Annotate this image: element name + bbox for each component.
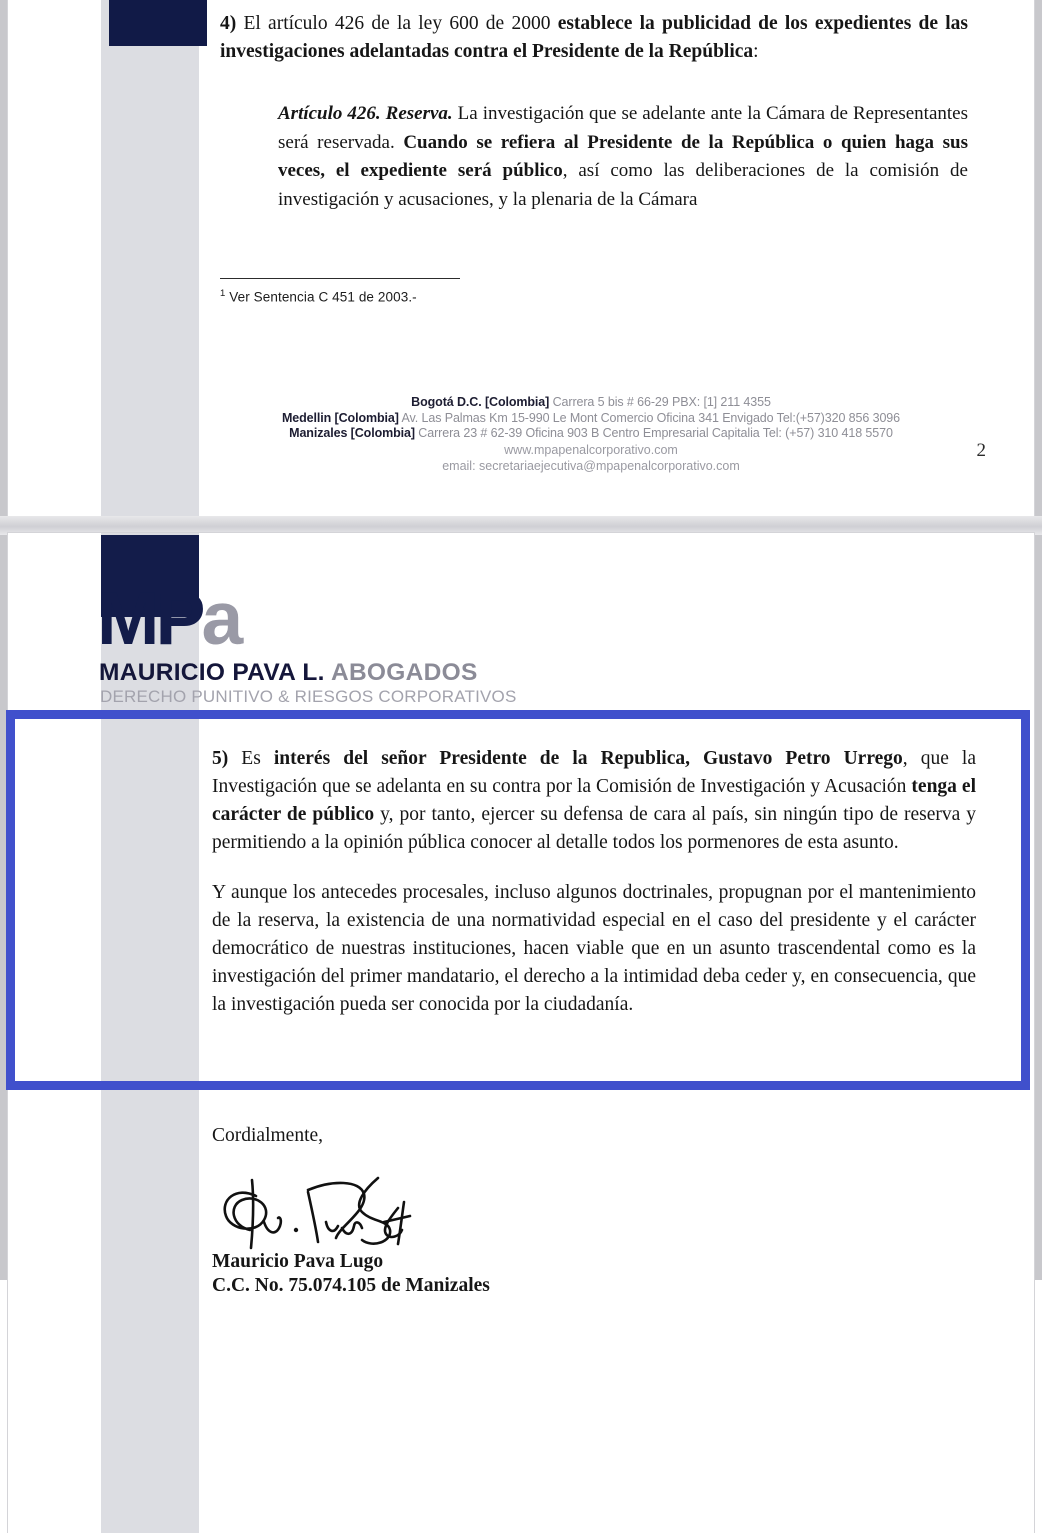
- paragraph-4-bold: establece la publicidad de los expedientes de las investigaciones adelantadas contra el Presidente de la República: [220, 13, 969, 62]
- footer-city: Medellin [Colombia]: [281, 410, 399, 425]
- paragraph-5-lead: Es: [228, 748, 274, 769]
- paragraph-5-tail: y, por tanto, ejercer su defensa de cara al país, sin ningún tipo de reserva y permitiendo a la opinión pública conocer al detalle todos los pormenores de esta asunto.: [212, 804, 976, 853]
- footer-address-line: [188, 426, 994, 442]
- quoted-article-part-2: , así como las deliberaciones de la comisión de investigación y acusaciones, y la plenaria de la Cámara: [278, 160, 968, 210]
- paragraph-4: [220, 10, 968, 66]
- paragraph-4-block: [220, 10, 968, 66]
- page-number: 2: [976, 440, 986, 461]
- footer-address-line: [188, 395, 994, 411]
- logo-letter-a: a: [201, 576, 240, 660]
- closing-block: [212, 1122, 976, 1297]
- footnote-divider: [220, 278, 460, 279]
- firm-tagline: DERECHO PUNITIVO & RIESGOS CORPORATIVOS: [100, 687, 517, 706]
- paragraph-5-bold-1: interés del señor Presidente de la Republica, Gustavo Petro Urrego: [273, 748, 903, 769]
- logo-letter-m: M: [97, 576, 156, 660]
- highlighted-text-block: [212, 745, 976, 1019]
- footer-city: Bogotá D.C. [Colombia]: [411, 395, 550, 409]
- page-side-band: [101, 0, 199, 520]
- footnote-block: [220, 278, 968, 305]
- quoted-article: [220, 100, 968, 214]
- footer-website[interactable]: www.mpapenalcorporativo.com: [504, 442, 678, 457]
- navy-block-page-1: [109, 0, 207, 46]
- paragraph-4-tail: :: [753, 41, 759, 62]
- signature-id: C.C. No. 75.074.105 de Manizales: [212, 1275, 490, 1296]
- footer-email[interactable]: email: secretariaejecutiva@mpapenalcorporativo.com: [442, 458, 740, 473]
- firm-name-secondary: ABOGADOS: [324, 659, 478, 686]
- signature-name: Mauricio Pava Lugo: [212, 1251, 384, 1272]
- page-1-footer: [188, 395, 994, 474]
- logo-mpa-text: [97, 576, 357, 660]
- footer-detail: Carrera 5 bis # 66-29 PBX: [1] 211 4355: [549, 395, 771, 409]
- quoted-article-bold: Cuando se refiera al Presidente de la República o quien haga sus veces, el expediente será público: [278, 131, 968, 181]
- firm-name-primary: MAURICIO PAVA L.: [99, 659, 325, 686]
- paragraph-5-mid: , que la Investigación que se adelanta en su contra por la Comisión de Investigación y Acusación: [212, 748, 977, 797]
- footnote-marker: 1: [220, 288, 226, 299]
- footer-detail: Carrera 23 # 62-39 Oficina 903 B Centro Empresarial Capitalia Tel: (+57) 310 418 5570: [414, 426, 893, 440]
- quoted-article-part-1: La investigación que se adelante ante la Cámara de Representantes será reservada.: [278, 103, 968, 153]
- quoted-article-title: Artículo 426. Reserva.: [278, 103, 453, 124]
- footnote-text: [220, 288, 968, 305]
- paragraph-5-marker: 5): [212, 748, 229, 769]
- logo-letter-p: P: [155, 576, 202, 660]
- footer-detail: Av. Las Palmas Km 15-990 Le Mont Comercio Oficina 341 Envigado Tel:(+57)320 856 3096: [398, 410, 901, 425]
- paragraph-5: [212, 745, 976, 857]
- paragraph-5-bold-2: tenga el carácter de público: [212, 776, 977, 825]
- footer-address-line: [188, 411, 994, 427]
- quoted-article-block: [220, 100, 968, 214]
- paragraph-4-lead: El artículo 426 de la ley 600 de 2000: [236, 13, 558, 34]
- paragraph-6: Y aunque los antecedes procesales, incluso algunos doctrinales, propugnan por el mantenimiento de la reserva, la existencia de una normatividad especial en el caso del presidente y el carácter democrático de nuestras instituciones, hacen viable que en un asunto trascendental como es la investigación del primer mandatario, el derecho a la intimidad deba ceder y, en consecuencia, que la investigación pueda ser conocida por la ciudadanía.: [212, 882, 976, 1015]
- closing-salutation: Cordialmente,: [212, 1125, 324, 1146]
- footer-city: Manizales [Colombia]: [289, 426, 415, 440]
- document-page-1: [8, 0, 1034, 520]
- handwritten-signature: [212, 1156, 472, 1251]
- firm-name: [99, 659, 478, 687]
- paragraph-4-marker: 4): [220, 13, 237, 34]
- footnote-body: Ver Sentencia C 451 de 2003.-: [225, 289, 417, 305]
